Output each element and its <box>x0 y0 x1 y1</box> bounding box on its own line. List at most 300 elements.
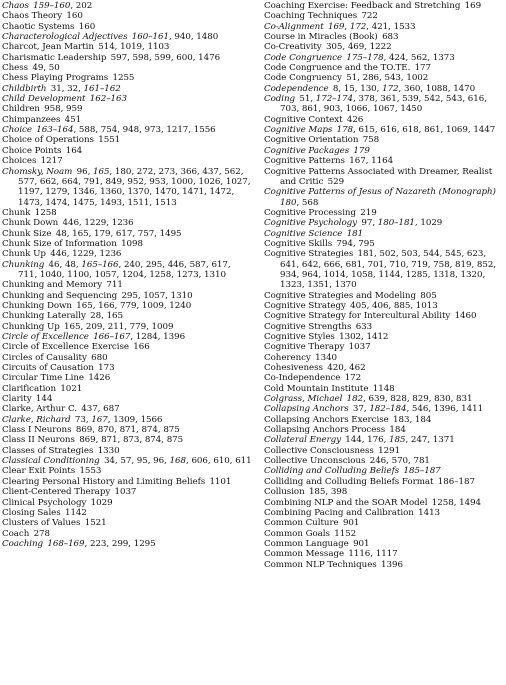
index-entry <box>264 456 504 466</box>
index-entry <box>264 353 504 363</box>
index-term: Charcot, Jean Martin <box>2 42 94 53</box>
page-ref: 1116 <box>348 549 371 560</box>
page-ref: 543 <box>445 94 463 105</box>
page-ref: 162–163 <box>89 94 127 105</box>
index-page-refs <box>368 384 394 394</box>
index-page-refs: 51, 172–174, 378, 361, 539, 542, 543, 616, 703, 861, 903, 1066, 1067, 1450 <box>280 94 487 115</box>
page-ref: 1310 <box>204 269 226 280</box>
index-term: Chunk Size <box>2 228 52 239</box>
page-ref: 51 <box>346 73 358 84</box>
index-entry <box>2 311 252 321</box>
page-ref: 849 <box>105 176 122 187</box>
index-term: Colliding and Colluding Beliefs <box>264 466 400 477</box>
page-ref: 179 <box>353 145 370 156</box>
page-ref: 1460 <box>454 311 477 322</box>
index-term: Cognitive Strategy for Intercultural Ability <box>264 311 451 322</box>
page-ref: 885 <box>393 300 411 311</box>
index-term: Codependence <box>264 83 329 94</box>
page-ref: 973 <box>144 125 161 136</box>
index-entry <box>2 135 252 145</box>
index-page-refs <box>87 353 108 363</box>
index-term: Cognitive Strategy <box>264 300 346 311</box>
index-term: Chunking <box>2 259 45 270</box>
page-ref: 570 <box>391 456 409 467</box>
index-page-refs: 34, 57, 95, 96, 168, 606, 610, 611 <box>103 456 252 467</box>
index-entry <box>264 322 504 332</box>
page-ref: 46 <box>48 259 60 270</box>
index-entry <box>2 167 252 208</box>
index-term: Coding <box>264 94 296 105</box>
index-page-refs <box>340 373 361 383</box>
index-entry <box>264 32 504 42</box>
page-ref: 211 <box>107 321 125 332</box>
index-entry <box>2 353 252 363</box>
page-ref: 186–187 <box>437 476 475 487</box>
index-entry <box>2 239 252 249</box>
page-ref: 172 <box>349 21 367 32</box>
index-entry <box>2 84 252 94</box>
page-ref: 687 <box>103 404 120 415</box>
page-ref: 180 <box>114 166 132 177</box>
page-ref: 183 <box>393 414 410 425</box>
index-entry <box>2 63 252 73</box>
index-entry <box>264 342 504 352</box>
index-term: Chaos <box>2 1 29 11</box>
page-ref: 169 <box>464 1 482 11</box>
page-ref: 426 <box>346 114 364 125</box>
page-ref: 779 <box>129 321 147 332</box>
index-page-refs <box>377 560 403 570</box>
index-term: Chunking and Sequencing <box>2 290 118 301</box>
page-ref: 722 <box>361 11 378 22</box>
index-term: Cognitive Processing <box>264 207 356 218</box>
page-ref: 1255 <box>112 73 135 84</box>
index-page-refs <box>84 373 110 383</box>
index-entry <box>264 508 504 518</box>
page-ref: 639 <box>368 394 385 405</box>
page-ref: 1144 <box>378 269 401 280</box>
page-ref: 1000 <box>171 176 194 187</box>
page-ref: 754 <box>100 125 118 136</box>
index-page-refs: 48, 165, 179, 617, 757, 1495 <box>55 228 182 239</box>
index-entry <box>264 229 504 239</box>
index-page-refs: 514, 1019, 1103 <box>98 42 170 53</box>
index-term: Collapsing Anchors <box>264 404 349 415</box>
index-entry <box>2 32 252 42</box>
page-ref: 166–167 <box>93 332 131 342</box>
page-ref: 1351 <box>307 280 330 291</box>
page-ref: 1511 <box>127 197 150 208</box>
page-ref: 948 <box>122 125 140 136</box>
page-ref: 1057 <box>143 290 166 301</box>
index-entry <box>264 394 504 404</box>
index-page-refs <box>460 1 481 11</box>
index-page-refs <box>61 508 87 518</box>
index-page-refs <box>342 229 363 239</box>
index-term: Cohesiveness <box>264 363 323 374</box>
page-ref: 176 <box>367 435 384 446</box>
page-ref: 167 <box>349 156 366 167</box>
index-entry <box>2 322 252 332</box>
index-term: Choices <box>2 156 37 167</box>
page-ref: 1037 <box>114 487 137 498</box>
index-page-refs: 446, 1229, 1236 <box>62 218 134 229</box>
page-ref: 1360 <box>100 187 122 198</box>
page-ref: 719 <box>411 259 428 270</box>
index-entry <box>264 94 504 115</box>
index-page-refs <box>410 63 431 73</box>
page-ref: 611 <box>235 456 252 467</box>
page-ref: 1340 <box>315 352 338 363</box>
index-page-refs <box>358 135 379 145</box>
index-entry <box>2 22 252 32</box>
page-ref: 1088 <box>425 83 448 94</box>
index-term: Common NLP Techniques <box>264 559 377 570</box>
index-entry <box>264 435 504 445</box>
page-ref: 295 <box>145 259 163 270</box>
index-entry <box>2 332 252 342</box>
page-ref: 683 <box>382 32 399 43</box>
page-ref: 757 <box>137 228 155 239</box>
page-ref: 181 <box>346 228 364 239</box>
index-term: Cognitive Orientation <box>264 135 359 146</box>
page-ref: 543 <box>384 73 401 84</box>
page-ref: 1029 <box>420 218 443 229</box>
index-entry <box>2 249 252 259</box>
page-ref: 875 <box>166 435 184 446</box>
index-entry <box>2 518 252 528</box>
page-ref: 662 <box>39 176 57 187</box>
index-term: Co-Independence <box>264 373 341 384</box>
page-ref: 964 <box>301 269 319 280</box>
index-entry <box>2 384 252 394</box>
index-entry <box>2 539 252 549</box>
page-ref: 953 <box>149 176 166 187</box>
page-ref: 503 <box>401 249 418 260</box>
index-page-refs <box>351 322 372 332</box>
index-page-refs <box>349 539 370 549</box>
page-ref: 871 <box>101 435 118 446</box>
page-ref: 1373 <box>432 52 455 63</box>
page-ref: 1066 <box>345 104 368 115</box>
page-ref: 161–162 <box>83 83 121 94</box>
index-term: Cognitive Strategies and Modeling <box>264 290 416 301</box>
index-term: Cognitive Strengths <box>264 321 352 332</box>
page-ref: 37 <box>352 404 364 415</box>
page-ref: 1476 <box>198 52 221 63</box>
page-ref: 1021 <box>60 383 83 394</box>
page-ref: 1413 <box>418 507 441 518</box>
page-ref: 246 <box>369 456 387 467</box>
page-ref: 830 <box>434 394 451 405</box>
index-page-refs <box>108 73 134 83</box>
page-ref: 1101 <box>209 476 232 487</box>
page-ref: 701 <box>367 259 384 270</box>
index-page-refs <box>110 487 136 497</box>
index-entry <box>264 466 504 476</box>
page-ref: 600 <box>176 52 193 63</box>
index-term: Clinical Psychology <box>2 497 87 508</box>
page-ref: 1553 <box>79 466 102 477</box>
page-ref: 165 <box>76 300 93 311</box>
page-ref: 1217 <box>166 125 189 136</box>
index-entry <box>264 560 504 570</box>
index-term: Childbirth <box>2 83 47 94</box>
page-ref: 539 <box>402 94 419 105</box>
page-ref: 378 <box>358 94 375 105</box>
index-page-refs: 31, 32, 161–162 <box>50 83 121 94</box>
index-term: Clarity <box>2 394 32 405</box>
index-page-refs: 405, 406, 885, 1013 <box>350 300 438 311</box>
index-entry <box>264 125 504 135</box>
page-ref: 165 <box>72 228 89 239</box>
index-page-refs: 73, 167, 1309, 1566 <box>74 414 163 425</box>
page-ref: 542 <box>424 94 441 105</box>
page-ref: 871 <box>119 425 136 436</box>
index-page-refs: 437, 687 <box>81 404 120 415</box>
page-ref: 219 <box>360 207 377 218</box>
index-page-refs <box>378 32 399 42</box>
index-page-refs <box>357 11 378 21</box>
page-ref: 1493 <box>100 197 122 208</box>
page-ref: 1142 <box>64 507 87 518</box>
page-ref: 875 <box>163 425 180 436</box>
page-ref: 711 <box>18 269 35 280</box>
page-ref: 1019 <box>120 42 143 53</box>
index-entry <box>264 518 504 528</box>
index-term: Chunking Laterally <box>2 311 86 322</box>
page-ref: 95 <box>136 456 148 467</box>
index-page-refs: 1116, 1117 <box>348 549 398 560</box>
page-ref: 1471 <box>182 187 205 198</box>
page-ref: 160 <box>66 11 83 22</box>
page-ref: 1320 <box>460 269 483 280</box>
page-ref: 1472 <box>209 187 232 198</box>
index-page-refs <box>86 498 112 508</box>
page-ref: 223 <box>89 538 107 549</box>
index-term: Clearing Personal History and Limiting Beliefs <box>2 476 206 487</box>
page-ref: 901 <box>353 538 370 549</box>
index-page-refs <box>343 115 364 125</box>
page-ref: 446 <box>167 259 185 270</box>
page-ref: 1474 <box>45 197 68 208</box>
index-page-refs <box>450 311 476 321</box>
index-term: Cognitive Styles <box>264 332 335 342</box>
index-page-refs <box>94 363 115 373</box>
index-page-refs: 181, 502, 503, 544, 545, 623, 641, 642, 666, 681, 701, 710, 719, 758, 819, 852, 934, 964, 1014, 1058, 1144, 1285, 1318, 1320, 1323, 1351, 1370 <box>280 249 497 291</box>
index-term: Chomsky, Noam <box>2 166 73 177</box>
page-ref: 172 <box>382 83 399 94</box>
page-ref: 959 <box>66 104 83 115</box>
index-page-refs <box>385 425 406 435</box>
page-ref: 1556 <box>193 125 216 136</box>
index-page-refs <box>102 280 123 290</box>
page-ref: 1057 <box>94 269 117 280</box>
page-ref: 28 <box>90 311 102 322</box>
index-entry <box>2 125 252 135</box>
index-page-refs: 165, 166, 779, 1009, 1240 <box>76 300 192 311</box>
index-entry <box>264 415 504 425</box>
index-page-refs <box>344 342 370 352</box>
index-entry <box>264 187 504 208</box>
page-ref: 180 <box>280 197 297 208</box>
index-entry <box>264 218 504 228</box>
index-entry <box>2 425 252 435</box>
page-ref: 1204 <box>121 269 144 280</box>
index-page-refs: 8, 15, 130, 172, 360, 1088, 1470 <box>332 83 476 94</box>
page-ref: 1027 <box>225 176 248 187</box>
page-ref: 616 <box>467 94 485 105</box>
index-page-refs <box>80 518 106 528</box>
index-entry <box>2 146 252 156</box>
page-ref: 1240 <box>169 300 192 311</box>
page-ref: 545 <box>445 249 462 260</box>
index-term: Collateral Energy <box>264 435 341 446</box>
index-page-refs: 180, 568 <box>280 197 319 208</box>
index-entry <box>264 239 504 249</box>
index-entry <box>264 84 504 94</box>
page-ref: 795 <box>358 238 375 249</box>
index-page-refs: 49, 50 <box>32 63 60 74</box>
page-ref: 240 <box>123 259 141 270</box>
index-term: Coherency <box>264 352 311 363</box>
page-ref: 160–161 <box>131 32 169 43</box>
index-page-refs: 183, 184 <box>393 414 432 425</box>
index-term: Client-Centered Therapy <box>2 487 111 498</box>
page-ref: 869 <box>75 425 93 436</box>
page-ref: 874 <box>141 425 158 436</box>
index-page-refs: 37, 182–184, 546, 1396, 1411 <box>352 404 484 415</box>
index-entry <box>2 260 252 281</box>
page-ref: 50 <box>48 63 60 74</box>
index-page-refs <box>349 146 370 156</box>
page-ref: 366 <box>180 166 197 177</box>
page-ref: 164 <box>65 145 83 156</box>
index-term: Coaching Techniques <box>264 11 358 22</box>
index-entry <box>2 53 252 63</box>
page-ref: 664 <box>61 176 79 187</box>
index-page-refs: 168–169, 223, 299, 1295 <box>47 538 156 549</box>
index-term: Closing Sales <box>2 507 61 518</box>
page-ref: 587 <box>189 259 207 270</box>
page-ref: 1148 <box>372 383 395 394</box>
page-ref: 1302 <box>339 332 362 342</box>
page-ref: 617 <box>211 259 228 270</box>
index-entry <box>2 342 252 352</box>
page-ref: 1100 <box>67 269 90 280</box>
index-page-refs: 46, 48, 165–166, 240, 295, 446, 587, 617, 711, 1040, 1100, 1057, 1204, 1258, 1273, 1310 <box>18 259 231 280</box>
index-term: Charismatic Leadership <box>2 52 107 63</box>
index-entry <box>2 529 252 539</box>
index-page-refs <box>339 518 360 528</box>
index-term: Common Message <box>264 549 345 560</box>
index-entry <box>2 11 252 21</box>
index-entry <box>264 115 504 125</box>
index-entry <box>264 135 504 145</box>
index-page-refs <box>94 135 120 145</box>
index-page-refs <box>62 11 83 21</box>
index-term: Choice <box>2 125 32 136</box>
page-ref: 49 <box>32 63 44 74</box>
page-ref: 8 <box>332 83 339 94</box>
index-page-refs: 305, 469, 1222 <box>325 42 392 53</box>
page-ref: 870 <box>97 425 115 436</box>
index-page-refs <box>60 115 81 125</box>
page-ref: 144 <box>345 435 362 446</box>
index-page-refs <box>356 208 377 218</box>
index-term: Chunk Size of Information <box>2 238 117 249</box>
page-ref: 273 <box>158 166 176 177</box>
page-ref: 181 <box>357 249 374 260</box>
page-ref: 165–166 <box>81 259 119 270</box>
index-page-refs: 159–160, 202 <box>33 1 93 11</box>
page-ref: 182 <box>346 394 364 405</box>
index-entry <box>264 156 504 166</box>
index-term: Chaos Theory <box>2 11 63 22</box>
page-ref: 1069 <box>445 125 468 136</box>
page-ref: 172 <box>344 373 362 384</box>
page-ref: 1037 <box>348 342 371 353</box>
index-term: Child Development <box>2 94 86 105</box>
page-ref: 1152 <box>334 528 357 539</box>
page-ref: 424 <box>389 52 406 63</box>
index-entry <box>264 363 504 373</box>
index-term: Cognitive Skills <box>264 238 333 249</box>
index-page-refs <box>129 342 150 352</box>
index-page-refs <box>32 394 53 404</box>
index-page-refs: 169, 172, 421, 1533 <box>327 21 416 32</box>
page-ref: 1551 <box>98 135 121 146</box>
index-term: Chess Playing Programs <box>2 73 109 84</box>
page-ref: 1098 <box>121 238 143 249</box>
page-ref: 451 <box>64 114 82 125</box>
page-ref: 1291 <box>378 445 401 456</box>
page-ref: 1258 <box>149 269 172 280</box>
index-entry <box>264 167 504 188</box>
page-ref: 165 <box>106 311 124 322</box>
index-term: Choice Points <box>2 145 62 156</box>
page-ref: 874 <box>144 435 162 446</box>
index-entry <box>2 363 252 373</box>
page-ref: 829 <box>412 394 429 405</box>
page-ref: 641 <box>280 259 297 270</box>
page-ref: 1371 <box>432 435 455 446</box>
page-ref: 182–184 <box>369 404 407 415</box>
page-ref: 130 <box>360 83 377 94</box>
page-ref: 1217 <box>40 156 63 167</box>
page-ref: 168 <box>169 456 186 467</box>
page-ref: 178 <box>336 125 354 136</box>
page-ref: 617 <box>115 228 133 239</box>
index-entry <box>264 404 504 414</box>
index-entry <box>264 549 504 559</box>
index-entry <box>264 208 504 218</box>
index-entry <box>2 229 252 239</box>
index-column-left <box>2 1 252 549</box>
index-entry <box>264 332 504 342</box>
index-page-refs <box>56 384 82 394</box>
page-ref: 1533 <box>393 21 416 32</box>
index-entry <box>264 529 504 539</box>
index-term: Cognitive Maps <box>264 125 333 136</box>
index-term: Class I Neurons <box>2 425 72 436</box>
index-term: Combining NLP and the SOAR Model <box>264 497 428 508</box>
page-ref: 173 <box>98 363 115 374</box>
page-ref: 96 <box>76 166 88 177</box>
page-ref: 952 <box>127 176 144 187</box>
index-entry <box>264 146 504 156</box>
page-ref: 623 <box>466 249 484 260</box>
